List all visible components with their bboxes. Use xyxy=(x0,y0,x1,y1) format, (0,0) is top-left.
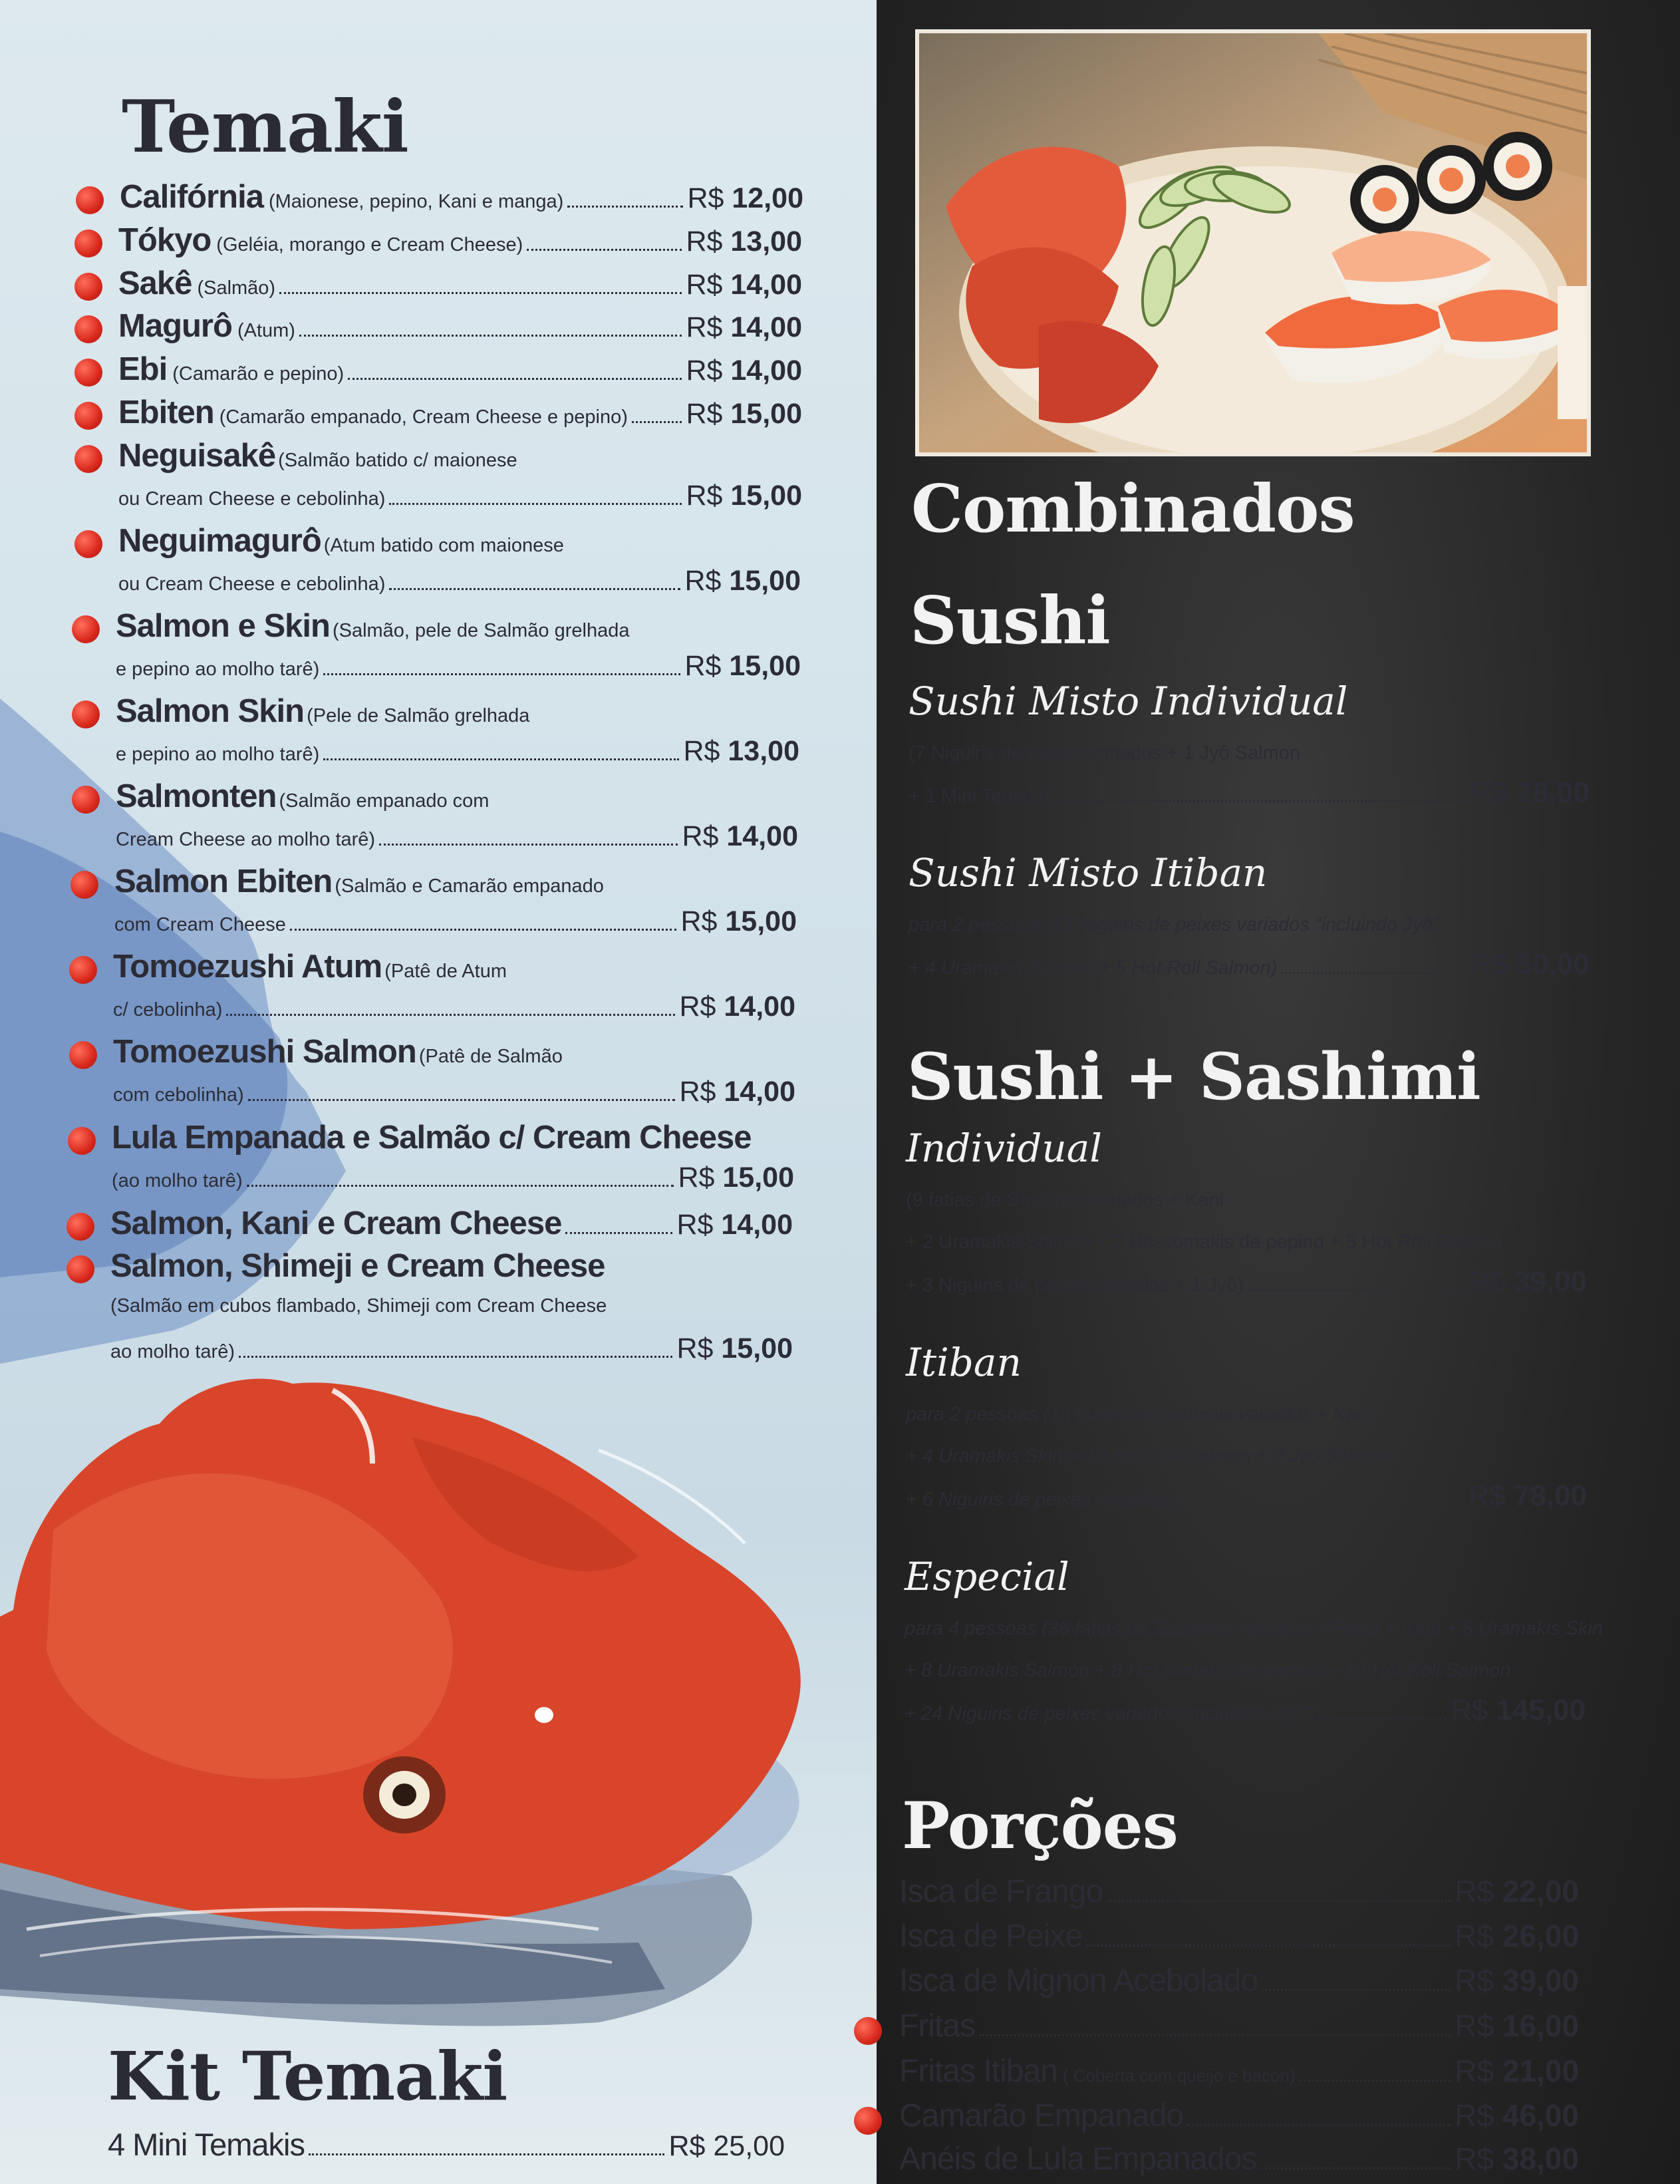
temaki-row xyxy=(113,991,795,1023)
item-price xyxy=(1455,1918,1579,1954)
combo-name: Itiban xyxy=(906,1340,1022,1385)
bullet-icon xyxy=(68,1127,96,1155)
price-value: 38,00 xyxy=(1502,2141,1579,2176)
currency: R$ xyxy=(1455,1919,1494,1953)
leader-dots xyxy=(1281,972,1467,974)
item-name: Salmon Ebiten xyxy=(114,863,333,899)
combo-line xyxy=(905,1618,1603,1640)
item-price xyxy=(686,311,802,344)
combo-description: + 6 Niguiris de peixes variados) xyxy=(906,1489,1176,1510)
leader-dots xyxy=(565,1232,672,1234)
leader-dots xyxy=(979,2034,1451,2036)
item-description: ou Cream Cheese e cebolinha) xyxy=(118,488,386,510)
item-price xyxy=(683,735,799,768)
price-value: 15,00 xyxy=(729,650,801,682)
kit-temaki-item xyxy=(108,2126,785,2163)
combo-description: (7 Niguiris de peixes variados + 1 Jyô Salmon xyxy=(909,742,1301,764)
price-value: 16,00 xyxy=(1502,2008,1579,2043)
combo-line xyxy=(906,1480,1587,1513)
bullet-icon xyxy=(854,2107,882,2135)
temaki-row xyxy=(110,1295,607,1317)
leader-dots xyxy=(527,249,682,251)
currency: R$ xyxy=(686,398,723,430)
combo-line xyxy=(906,1446,1390,1468)
leader-dots xyxy=(348,378,682,380)
combo-line xyxy=(905,1694,1586,1727)
price-value: 12,00 xyxy=(732,182,803,214)
bullet-icon xyxy=(67,1213,94,1241)
leader-dots xyxy=(1300,2080,1451,2082)
item-price xyxy=(668,2130,785,2163)
currency: R$ xyxy=(686,226,723,257)
combo-description: + 2 Uramakis Salmon + 2 Hossomakis de pepino + 5 Hot Roll Salmon xyxy=(906,1231,1502,1253)
bullet-icon xyxy=(72,615,100,643)
temaki-row xyxy=(112,1162,794,1194)
item-price xyxy=(686,226,802,258)
price-value: 14,00 xyxy=(721,1209,793,1241)
item-description: (Atum) xyxy=(237,320,295,341)
bullet-icon xyxy=(74,359,102,387)
item-description: Cream Cheese ao molho tarê) xyxy=(116,829,376,850)
leader-dots xyxy=(247,1185,674,1187)
currency: R$ xyxy=(668,2130,706,2162)
temaki-title: Temaki xyxy=(122,85,408,169)
item-price xyxy=(1470,776,1590,810)
temaki-row xyxy=(112,1119,751,1156)
item-price xyxy=(678,1162,794,1194)
leader-dots xyxy=(226,1014,675,1016)
item-description: (Patê de Atum xyxy=(384,961,507,982)
combo-line xyxy=(906,1404,1371,1426)
bullet-icon xyxy=(72,786,100,814)
item-name: Tomoezushi Atum xyxy=(113,949,382,985)
item-name: Anéis de Lula Empanados xyxy=(899,2141,1257,2177)
price-value: 15,00 xyxy=(730,398,802,430)
temaki-row xyxy=(114,905,797,938)
leader-dots xyxy=(1248,1289,1465,1291)
leader-dots xyxy=(239,1356,672,1358)
combo-line xyxy=(906,1231,1501,1253)
bullet-icon xyxy=(74,445,102,473)
item-name: Fritas xyxy=(899,2008,975,2044)
leader-dots xyxy=(567,206,683,208)
temaki-row xyxy=(118,394,802,431)
item-price xyxy=(1455,2008,1579,2044)
leader-dots xyxy=(1187,2124,1451,2126)
item-price xyxy=(680,905,797,938)
price-value: 14,00 xyxy=(726,820,798,852)
item-price xyxy=(684,565,801,597)
porcao-row xyxy=(899,2053,1579,2090)
porcao-row xyxy=(899,2141,1579,2177)
temaki-row xyxy=(116,650,801,683)
currency: R$ xyxy=(676,1209,714,1241)
item-description: (Salmão batido c/ maionese xyxy=(278,450,517,471)
porcao-row xyxy=(899,1918,1579,1954)
item-name: Sakê xyxy=(118,265,192,301)
currency: R$ xyxy=(1455,2054,1494,2088)
item-description: (Salmão, pele de Salmão grelhada xyxy=(332,620,630,641)
temaki-row xyxy=(116,693,529,730)
item-price xyxy=(686,480,802,512)
porcao-row xyxy=(899,1873,1579,1910)
item-price xyxy=(686,398,802,430)
currency: R$ xyxy=(679,1076,716,1108)
item-description: e pepino ao molho tarê) xyxy=(116,659,320,680)
item-name: Lula Empanada e Salmão c/ Cream Cheese xyxy=(112,1120,752,1156)
bullet-icon xyxy=(69,1041,97,1069)
combo-line xyxy=(909,914,1439,936)
leader-dots xyxy=(389,503,682,505)
combo-description: para 4 pessoas (36 fatias de Sashimis variados + Polvo + Kani + 8 Uramakis Skin xyxy=(905,1618,1604,1639)
bullet-icon xyxy=(74,230,102,257)
currency: R$ xyxy=(678,1162,715,1193)
item-price xyxy=(676,1332,793,1365)
combo-description: + 4 Uramakis Salmon + 5 Hot Roll Salmon) xyxy=(909,957,1278,979)
item-description: ( Coberta com queijo e bacon) xyxy=(1062,2066,1296,2086)
leader-dots xyxy=(1179,1503,1464,1505)
sushi-sashimi-title: Sushi + Sashimi xyxy=(907,1039,1480,1114)
currency: R$ xyxy=(1470,776,1508,809)
combo-description: (9 fatias de Sashimis variados + Kani xyxy=(906,1189,1224,1211)
temaki-row xyxy=(118,522,564,559)
item-name: Ebiten xyxy=(118,394,214,430)
item-name: Isca de Peixe xyxy=(899,1919,1083,1954)
currency: R$ xyxy=(680,905,718,937)
item-description: (Salmão) xyxy=(197,277,276,299)
leader-dots xyxy=(323,758,679,760)
temaki-row xyxy=(113,1076,795,1108)
currency: R$ xyxy=(1468,1265,1506,1298)
item-description: (Salmão empanado com xyxy=(279,790,490,812)
leader-dots xyxy=(290,929,677,931)
item-name: Califórnia xyxy=(120,179,263,215)
currency: R$ xyxy=(682,820,719,852)
bullet-icon xyxy=(69,956,97,984)
currency: R$ xyxy=(1455,2008,1494,2043)
item-description: c/ cebolinha) xyxy=(113,999,223,1020)
temaki-row xyxy=(118,437,517,474)
item-price xyxy=(1455,2053,1579,2089)
combo-name: Sushi Misto Itiban xyxy=(909,850,1268,895)
temaki-row xyxy=(110,1332,793,1365)
leader-dots xyxy=(389,588,680,590)
currency: R$ xyxy=(683,735,720,767)
item-name: Tomoezushi Salmon xyxy=(113,1034,416,1070)
combo-line xyxy=(909,742,1300,764)
temaki-row xyxy=(118,307,802,345)
item-price xyxy=(1470,948,1590,981)
item-price xyxy=(676,1209,793,1241)
item-description: (Camarão e pepino) xyxy=(172,363,345,385)
item-name: Magurô xyxy=(118,308,232,344)
item-price xyxy=(687,182,803,215)
item-price xyxy=(1451,1694,1586,1727)
item-description: (Atum batido com maionese xyxy=(323,535,564,556)
temaki-row xyxy=(113,1033,563,1070)
kit-temaki-title: Kit Temaki xyxy=(108,2037,507,2115)
combo-description: + 4 Uramakis Skin + 10 Hot Roll Salmon + 2 Jyô Salmon xyxy=(906,1446,1390,1467)
bullet-icon xyxy=(76,186,104,214)
price-value: 14,00 xyxy=(730,355,802,387)
item-name: Fritas Itiban xyxy=(899,2054,1057,2089)
combo-description: + 24 Niguiris de peixes variados “incluindo Jyô”) xyxy=(905,1703,1315,1724)
temaki-row xyxy=(118,222,802,259)
currency: R$ xyxy=(1455,2098,1494,2133)
temaki-row xyxy=(116,735,799,768)
combo-name: Sushi Misto Individual xyxy=(909,679,1348,724)
bullet-icon xyxy=(72,701,100,728)
price-value: 15,00 xyxy=(729,565,801,597)
bullet-icon xyxy=(70,871,98,899)
temaki-row xyxy=(118,480,802,512)
item-name: Isca de Mignon Acebolado xyxy=(899,1963,1258,1998)
leader-dots xyxy=(299,335,682,337)
combo-description: + 1 Mini Temaki) xyxy=(909,786,1050,807)
item-price xyxy=(1468,1265,1587,1299)
item-price xyxy=(686,355,802,387)
price-value: 14,00 xyxy=(730,269,802,301)
item-description: ou Cream Cheese e cebolinha) xyxy=(118,573,386,595)
item-description: (Salmão em cubos flambado, Shimeji com Cream Cheese xyxy=(110,1295,607,1317)
temaki-row xyxy=(110,1247,605,1285)
leader-dots xyxy=(1086,1945,1451,1947)
item-name: Neguisakê xyxy=(118,438,276,474)
leader-dots xyxy=(632,421,682,423)
price-value: 14,00 xyxy=(724,1076,795,1108)
price-value: 145,00 xyxy=(1496,1694,1586,1726)
item-price xyxy=(1455,2141,1579,2177)
item-price xyxy=(682,820,798,853)
combo-line xyxy=(906,1189,1224,1211)
item-price xyxy=(1455,1962,1579,1998)
price-value: 25,00 xyxy=(713,2130,785,2162)
porcoes-title: Porções xyxy=(902,1788,1178,1863)
temaki-row xyxy=(116,778,489,815)
currency: R$ xyxy=(684,650,722,682)
price-value: 22,00 xyxy=(1502,1874,1579,1909)
item-name: Ebi xyxy=(118,351,168,387)
combinados-title: Combinados xyxy=(911,471,1355,547)
item-description: e pepino ao molho tarê) xyxy=(116,744,320,765)
currency: R$ xyxy=(686,311,723,343)
item-description: com Cream Cheese xyxy=(114,914,286,935)
currency: R$ xyxy=(1450,1694,1488,1726)
price-value: 14,00 xyxy=(724,991,795,1022)
leader-dots xyxy=(309,2153,665,2155)
bullet-icon xyxy=(854,2017,882,2045)
currency: R$ xyxy=(1455,2141,1494,2176)
porcao-row xyxy=(899,2008,1579,2044)
price-value: 15,00 xyxy=(721,1332,793,1364)
item-description: (Camarão empanado, Cream Cheese e pepino) xyxy=(219,406,628,428)
temaki-row xyxy=(116,820,798,853)
temaki-row xyxy=(116,607,630,645)
price-value: 39,00 xyxy=(1502,1963,1579,1998)
temaki-row xyxy=(120,178,803,216)
porcao-row xyxy=(899,2098,1579,2134)
sushi-title: Sushi xyxy=(910,583,1110,659)
item-name: Neguimagurô xyxy=(118,523,321,559)
temaki-row xyxy=(118,565,801,597)
price-value: 15,00 xyxy=(730,480,802,512)
item-description: com cebolinha) xyxy=(113,1084,244,1106)
currency: R$ xyxy=(1470,948,1508,981)
price-value: 13,00 xyxy=(730,226,802,257)
item-description: (Salmão e Camarão empanado xyxy=(335,875,604,897)
leader-dots xyxy=(323,673,680,675)
item-name: Salmonten xyxy=(116,778,277,814)
combo-line xyxy=(909,948,1590,981)
price-value: 15,00 xyxy=(722,1162,794,1193)
item-name: Tókyo xyxy=(118,222,211,258)
combo-name: Individual xyxy=(906,1126,1102,1171)
bullet-icon xyxy=(74,315,102,343)
item-price xyxy=(679,1076,795,1108)
currency: R$ xyxy=(686,480,723,512)
currency: R$ xyxy=(679,991,716,1022)
item-name: Salmon, Shimeji e Cream Cheese xyxy=(110,1248,605,1284)
leader-dots xyxy=(1319,1718,1447,1720)
combo-description: + 8 Uramakis Salmon + 8 Hossomakis de pepino + 10 Hot Roll Salmon xyxy=(905,1660,1511,1681)
price-value: 15,00 xyxy=(725,905,797,937)
combo-line xyxy=(909,776,1590,810)
item-description: ao molho tarê) xyxy=(110,1341,235,1362)
item-name: Camarão Empanado xyxy=(899,2098,1183,2133)
leader-dots xyxy=(279,292,682,294)
leader-dots xyxy=(1053,800,1467,802)
porcao-row xyxy=(899,1962,1579,1999)
currency: R$ xyxy=(1455,1963,1494,1998)
price-value: 39,00 xyxy=(1513,1265,1587,1298)
item-name: Salmon e Skin xyxy=(116,608,330,644)
price-value: 28,00 xyxy=(1516,776,1590,809)
price-value: 21,00 xyxy=(1502,2054,1579,2088)
item-description: (Geléia, morango e Cream Cheese) xyxy=(216,234,523,255)
item-price xyxy=(1455,1873,1579,1909)
price-value: 13,00 xyxy=(728,735,799,767)
item-description: (ao molho tarê) xyxy=(112,1170,243,1191)
item-name: Isca de Frango xyxy=(899,1874,1103,1909)
currency: R$ xyxy=(687,182,724,214)
combo-line xyxy=(906,1265,1587,1299)
currency: R$ xyxy=(1455,1874,1494,1909)
sushi-platter-image xyxy=(919,33,1587,452)
item-name: Salmon Skin xyxy=(116,693,305,729)
item-price xyxy=(686,269,802,301)
combo-description: para 2 pessoas (14 Niguiris de peixes variados “incluindo Jyô” xyxy=(909,914,1439,935)
currency: R$ xyxy=(686,269,723,301)
sushi-photo xyxy=(915,29,1591,456)
leader-dots xyxy=(1262,1989,1451,1991)
item-price xyxy=(1455,2098,1579,2133)
bullet-icon xyxy=(74,402,102,430)
temaki-row xyxy=(114,863,604,900)
bullet-icon xyxy=(74,273,102,301)
price-value: 14,00 xyxy=(730,311,802,343)
temaki-row xyxy=(113,948,507,985)
item-name: 4 Mini Temakis xyxy=(108,2127,305,2162)
item-description: (Pele de Salmão grelhada xyxy=(307,705,530,726)
temaki-row xyxy=(110,1205,793,1242)
bullet-icon xyxy=(67,1255,94,1283)
item-name: Salmon, Kani e Cream Cheese xyxy=(110,1205,562,1241)
item-price xyxy=(1468,1480,1587,1513)
currency: R$ xyxy=(1468,1480,1506,1512)
item-description: (Maionese, pepino, Kani e manga) xyxy=(268,191,564,212)
leader-dots xyxy=(1107,1900,1451,1902)
item-price xyxy=(679,991,795,1023)
currency: R$ xyxy=(686,355,723,387)
price-value: 46,00 xyxy=(1502,2098,1579,2133)
item-price xyxy=(684,650,801,683)
price-value: 26,00 xyxy=(1502,1919,1579,1953)
combo-name: Especial xyxy=(905,1554,1069,1599)
currency: R$ xyxy=(684,565,722,597)
leader-dots xyxy=(248,1099,676,1101)
leader-dots xyxy=(379,844,678,846)
currency: R$ xyxy=(676,1332,714,1364)
price-value: 50,00 xyxy=(1516,948,1590,981)
bullet-icon xyxy=(74,530,102,558)
temaki-row xyxy=(118,351,802,388)
price-value: 78,00 xyxy=(1513,1480,1587,1512)
combo-line xyxy=(905,1660,1511,1682)
item-description: (Patê de Salmão xyxy=(418,1046,563,1067)
combo-description: para 2 pessoas (18 fatias de Sashimis variados + Kani xyxy=(906,1404,1372,1425)
combo-description: + 3 Niguiris de peixes variados + 1 Jyô) xyxy=(906,1275,1244,1296)
temaki-row xyxy=(118,265,802,302)
leader-dots xyxy=(1260,2167,1451,2169)
